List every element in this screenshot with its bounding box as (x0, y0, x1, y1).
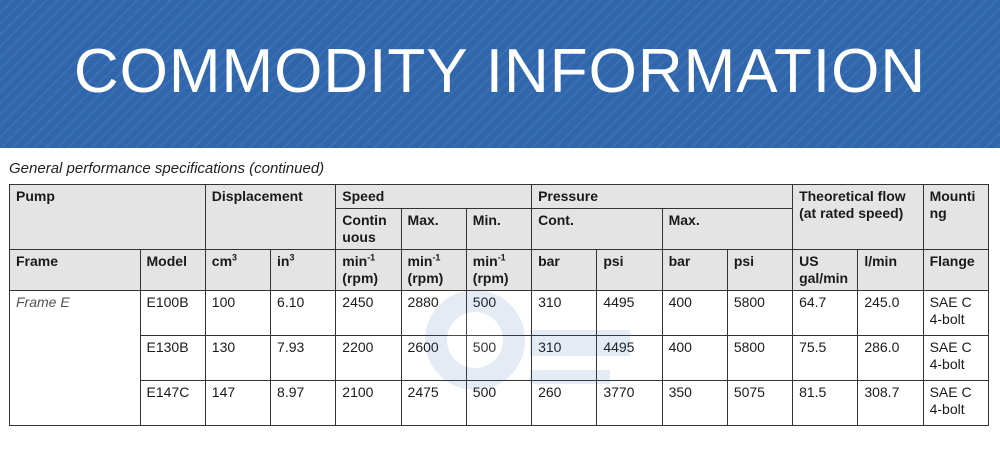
unit-cm3: $cm^3$ (205, 250, 270, 291)
cell-cm3: 130 (205, 336, 270, 381)
cell-model: E130B (140, 336, 205, 381)
cell-flange: SAE C 4-bolt (923, 381, 988, 426)
cell-pm-bar: 400 (662, 291, 727, 336)
cell-usgal: 64.7 (793, 291, 858, 336)
unit-in3: $in^3$ (271, 250, 336, 291)
table-row (10, 336, 989, 381)
banner-title: COMMODITY INFORMATION (73, 37, 927, 106)
subheader-speed-max: Max. (401, 209, 466, 250)
cell-pm-psi: 5800 (727, 336, 792, 381)
cell-pm-bar: 350 (662, 381, 727, 426)
cell-cm3: 100 (205, 291, 270, 336)
unit-flange: Flange (923, 250, 988, 291)
cell-cont: 2200 (336, 336, 401, 381)
cell-pm-bar: 400 (662, 336, 727, 381)
table-row (10, 291, 989, 336)
unit-rpm-cont: $\min^{-1}$ (rpm) (336, 250, 401, 291)
unit-rpm-max: $\min^{-1}$ (rpm) (401, 250, 466, 291)
cell-lmin: 286.0 (858, 336, 923, 381)
unit-bar-max: bar (662, 250, 727, 291)
subheader-pressure-max: Max. (662, 209, 793, 250)
cell-min: 500 (466, 336, 531, 381)
unit-model: Model (140, 250, 205, 291)
unit-bar-cont: bar (532, 250, 597, 291)
unit-l-min: l/min (858, 250, 923, 291)
cell-pc-bar: 310 (532, 336, 597, 381)
cell-model: E147C (140, 381, 205, 426)
cell-min: 500 (466, 291, 531, 336)
cell-pm-psi: 5800 (727, 291, 792, 336)
unit-us-gal: US gal/min (793, 250, 858, 291)
unit-rpm-min: $\min^{-1}$ (rpm) (466, 250, 531, 291)
subheader-speed-min: Min. (466, 209, 531, 250)
cell-min: 500 (466, 381, 531, 426)
cell-cont: 2450 (336, 291, 401, 336)
table-caption: General performance specifications (continued) (9, 160, 325, 177)
unit-psi-cont: psi (597, 250, 662, 291)
cell-lmin: 308.7 (858, 381, 923, 426)
header-pressure: Pressure (532, 185, 793, 209)
cell-flange: SAE C 4-bolt (923, 291, 988, 336)
header-banner (0, 0, 1000, 148)
cell-lmin: 245.0 (858, 291, 923, 336)
cell-pm-psi: 5075 (727, 381, 792, 426)
cell-max: 2600 (401, 336, 466, 381)
cell-max: 2475 (401, 381, 466, 426)
header-mounting: Mounti ng (923, 185, 988, 250)
cell-in3: 7.93 (271, 336, 336, 381)
cell-pc-psi: 3770 (597, 381, 662, 426)
cell-usgal: 75.5 (793, 336, 858, 381)
cell-in3: 8.97 (271, 381, 336, 426)
cell-cm3: 147 (205, 381, 270, 426)
header-theoretical-flow: Theoretical flow (at rated speed) (793, 185, 924, 250)
header-pump: Pump (10, 185, 206, 250)
unit-psi-max: psi (727, 250, 792, 291)
cell-cont: 2100 (336, 381, 401, 426)
cell-in3: 6.10 (271, 291, 336, 336)
header-speed: Speed (336, 185, 532, 209)
cell-pc-psi: 4495 (597, 336, 662, 381)
subheader-pressure-cont: Cont. (532, 209, 663, 250)
cell-max: 2880 (401, 291, 466, 336)
cell-flange: SAE C 4-bolt (923, 336, 988, 381)
header-displacement: Displacement (205, 185, 336, 250)
spec-table (9, 184, 989, 426)
unit-frame: Frame (10, 250, 141, 291)
subheader-continuous: Contin uous (336, 209, 401, 250)
frame-cell: Frame E (10, 291, 141, 426)
cell-pc-bar: 260 (532, 381, 597, 426)
cell-pc-bar: 310 (532, 291, 597, 336)
cell-usgal: 81.5 (793, 381, 858, 426)
cell-model: E100B (140, 291, 205, 336)
cell-pc-psi: 4495 (597, 291, 662, 336)
table-row (10, 381, 989, 426)
